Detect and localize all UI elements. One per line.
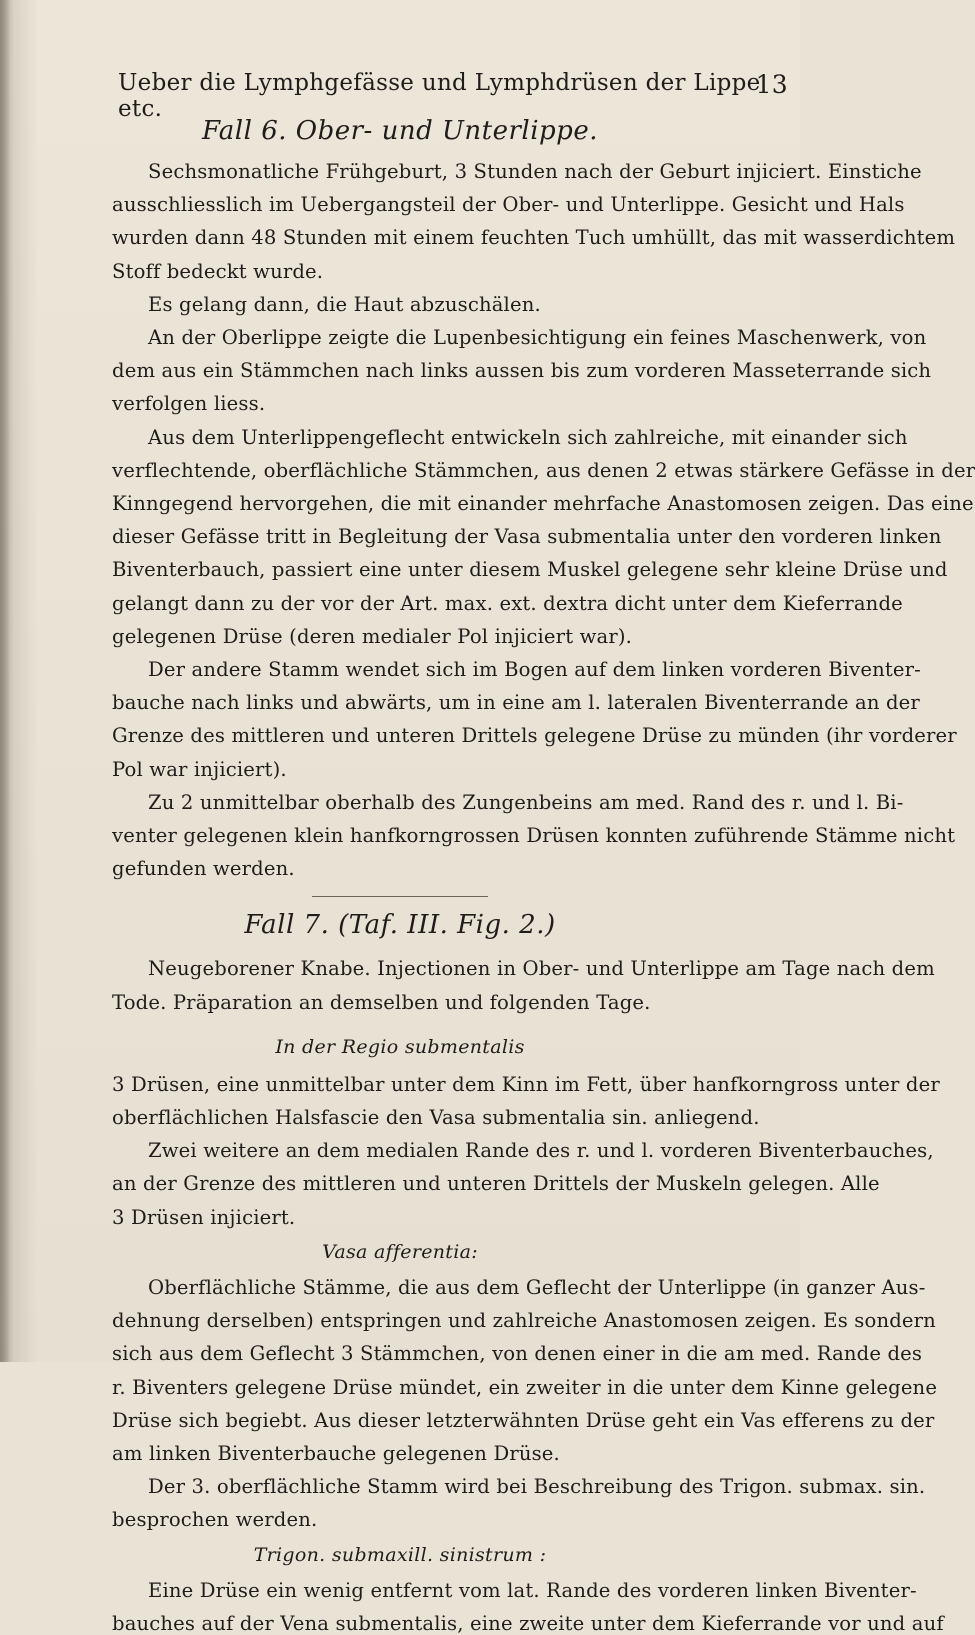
text-line: bauches auf der Vena submentalis, eine zweite unter dem Kieferrande vor und auf: [112, 1612, 944, 1635]
text-line: dieser Gefässe tritt in Begleitung der Vasa submentalia unter den vorderen linken: [112, 525, 942, 549]
text-line: Es gelang dann, die Haut abzuschälen.: [148, 292, 541, 316]
text-line: bauche nach links und abwärts, um in eine am l. lateralen Biventerrande an der: [112, 691, 920, 715]
text-line: Grenze des mittleren und unteren Drittels gelegene Drüse zu münden (ihr vorderer: [112, 724, 957, 748]
text-line: Zu 2 unmittelbar oberhalb des Zungenbeins am med. Rand des r. und l. Bi-: [148, 790, 904, 814]
text-line: Zwei weitere an dem medialen Rande des r. und l. vorderen Biventerbauches,: [148, 1139, 934, 1163]
text-line: Neugeborener Knabe. Injectionen in Ober- und Unterlippe am Tage nach dem: [148, 957, 935, 981]
subheading-regio-submentalis: In der Regio submentalis: [275, 1035, 525, 1058]
text-line: 3 Drüsen injiciert.: [112, 1205, 296, 1229]
text-line: oberflächlichen Halsfascie den Vasa submentalia sin. anliegend.: [112, 1106, 760, 1129]
subheading-vasa-afferentia: Vasa afferentia:: [322, 1240, 478, 1263]
running-head-title: Ueber die Lymphgefässe und Lymphdrüsen der Lippe etc.: [118, 70, 761, 122]
text-line: verflechtende, oberflächliche Stämmchen, aus denen 2 etwas stärkere Gefässe in der: [112, 458, 975, 482]
text-line: sich aus dem Geflecht 3 Stämmchen, von denen einer in die am med. Rande des: [112, 1342, 923, 1366]
page-number: 13: [755, 70, 788, 99]
text-line: besprochen werden.: [112, 1508, 318, 1532]
text-line: Aus dem Unterlippengeflecht entwickeln sich zahlreiche, mit einander sich: [148, 425, 908, 449]
text-line: Tode. Präparation an demselben und folgenden Tage.: [112, 990, 651, 1014]
text-line: Biventerbauch, passiert eine unter diesem Muskel gelegene sehr kleine Drüse und: [112, 558, 948, 582]
text-line: Stoff bedeckt wurde.: [112, 259, 324, 283]
text-line: verfolgen liess.: [112, 392, 266, 416]
text-line: gelangt dann zu der vor der Art. max. ext. dextra dicht unter dem Kieferrande: [112, 591, 903, 615]
section-heading-fall-7: Fall 7. (Taf. III. Fig. 2.): [244, 910, 556, 941]
text-line: Sechsmonatliche Frühgeburt, 3 Stunden nach der Geburt injiciert. Einstiche: [148, 160, 922, 183]
text-line: An der Oberlippe zeigte die Lupenbesichtigung ein feines Maschenwerk, von: [148, 326, 927, 349]
text-line: Kinngegend hervorgehen, die mit einander mehrfache Anastomosen zeigen. Das eine: [112, 492, 974, 515]
text-line: dem aus ein Stämmchen nach links aussen bis zum vorderen Masseterrande sich: [112, 359, 932, 383]
text-line: an der Grenze des mittleren und unteren Drittels der Muskeln gelegen. Alle: [112, 1172, 880, 1196]
text-line: Eine Drüse ein wenig entfernt vom lat. Rande des vorderen linken Biventer-: [148, 1578, 917, 1602]
text-line: Der 3. oberflächliche Stamm wird bei Beschreibung des Trigon. submax. sin.: [148, 1475, 926, 1499]
section-divider: [312, 896, 488, 897]
section-heading-fall-6: Fall 6. Ober- und Unterlippe.: [202, 116, 598, 146]
text-line: Oberflächliche Stämme, die aus dem Geflecht der Unterlippe (in ganzer Aus-: [148, 1276, 926, 1299]
text-line: Drüse sich begiebt. Aus dieser letzterwähnten Drüse geht ein Vas efferens zu der: [112, 1408, 935, 1432]
text-line: ausschliesslich im Uebergangsteil der Ober- und Unterlippe. Gesicht und Hals: [112, 193, 905, 217]
text-line: 3 Drüsen, eine unmittelbar unter dem Kinn im Fett, über hanfkorngross unter der: [112, 1072, 940, 1096]
text-line: Pol war injiciert).: [112, 757, 287, 781]
text-line: gefunden werden.: [112, 857, 295, 881]
text-line: wurden dann 48 Stunden mit einem feuchten Tuch umhüllt, das mit wasserdichtem: [112, 226, 956, 250]
text-line: gelegenen Drüse (deren medialer Pol injiciert war).: [112, 624, 633, 648]
text-line: Der andere Stamm wendet sich im Bogen auf dem linken vorderen Biventer-: [148, 658, 921, 681]
page-edge-shadow: [0, 0, 10, 1362]
text-line: venter gelegenen klein hanfkorngrossen Drüsen konnten zuführende Stämme nicht: [112, 824, 956, 847]
text-line: dehnung derselben) entspringen und zahlreiche Anastomosen zeigen. Es sondern: [112, 1309, 936, 1333]
subheading-trigon-submaxill: Trigon. submaxill. sinistrum :: [253, 1543, 547, 1566]
text-line: am linken Biventerbauche gelegenen Drüse.: [112, 1442, 560, 1465]
text-line: r. Biventers gelegene Drüse mündet, ein zweiter in die unter dem Kinne gelegene: [112, 1375, 938, 1399]
